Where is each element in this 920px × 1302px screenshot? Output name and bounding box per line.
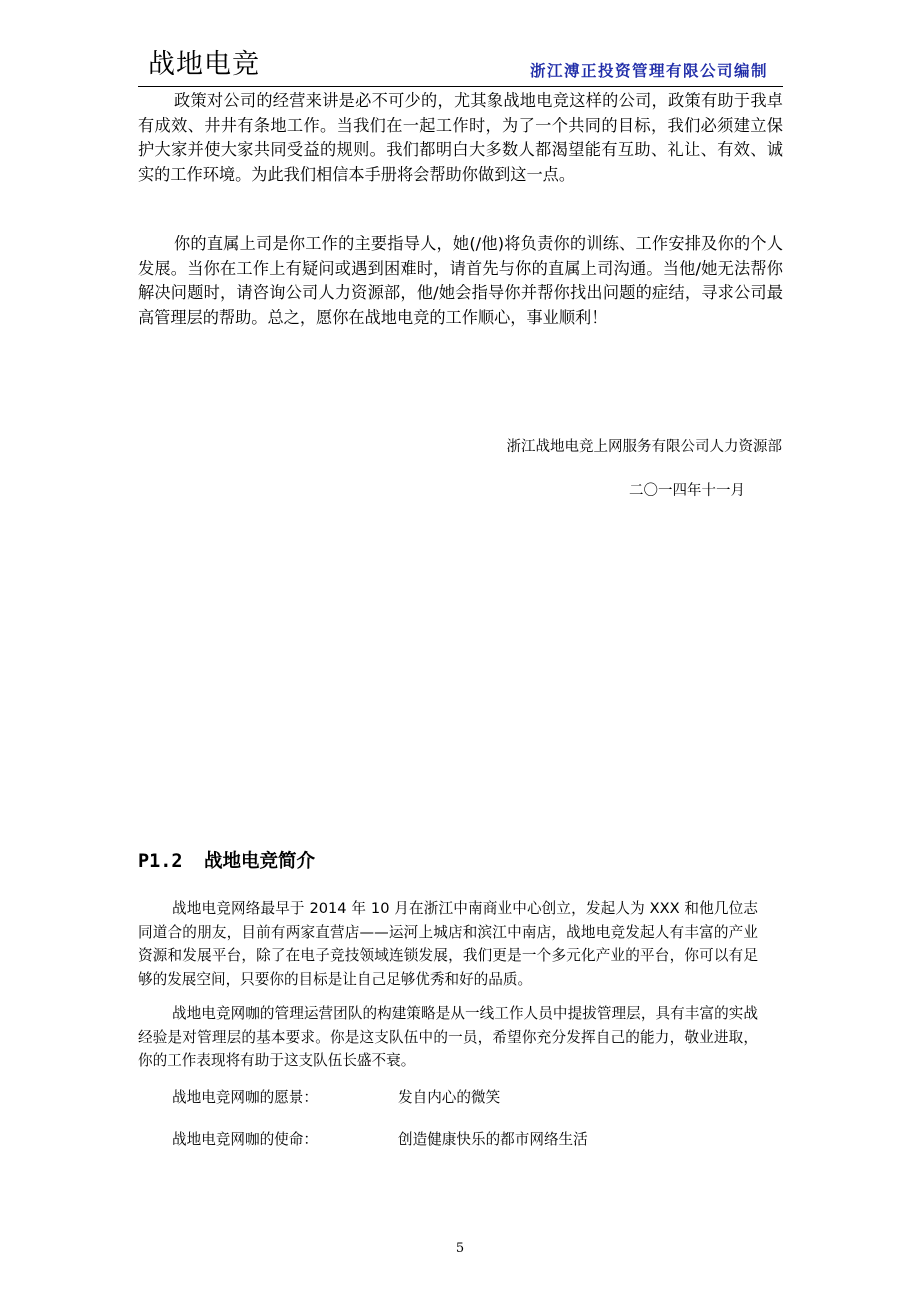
signature-organization: 浙江战地电竞上网服务有限公司人力资源部 bbox=[506, 439, 782, 455]
mission-label: 战地电竞网咖的使命： bbox=[172, 1131, 318, 1148]
header-publisher: 浙江溥正投资管理有限公司编制 bbox=[529, 61, 768, 80]
section-heading bbox=[138, 849, 315, 875]
signature-date: 二〇一四年十一月 bbox=[629, 483, 745, 499]
section-paragraph-history: 战地电竞网络最早于 2014 年 10 月在浙江中南商业中心创立，发起人为 XXX 和他几位志同道合的朋友，目前有两家直营店——运河上城店和滨江中南店，战地电竞发起人有丰富的产业资源和发展平台，除了在电子竞技领域连锁发展，我们更是一个多元化产业的平台，你可以有足够的发展空间，只要你的目标是让自己足够优秀和好的品质。 bbox=[138, 900, 758, 988]
section-paragraph-team: 战地电竞网咖的管理运营团队的构建策略是从一线工作人员中提拔管理层，具有丰富的实战经验是对管理层的基本要求。你是这支队伍中的一员，希望你充分发挥自己的能力，敬业进取，你的工作表现将有助于这支队伍长盛不衰。 bbox=[138, 1005, 758, 1069]
header-divider bbox=[138, 86, 783, 87]
vision-value: 发自内心的微笑 bbox=[398, 1089, 501, 1106]
intro-paragraph-policy: 政策对公司的经营来讲是必不可少的，尤其象战地电竞这样的公司，政策有助于我卓有成效、井井有条地工作。当我们在一起工作时，为了一个共同的目标，我们必须建立保护大家并使大家共同受益的规则。我们都明白大多数人都渴望能有互助、礼让、有效、诚实的工作环境。为此我们相信本手册将会帮助你做到这一点。 bbox=[138, 91, 783, 184]
mission-row bbox=[172, 1129, 588, 1151]
mission-value: 创造健康快乐的都市网络生活 bbox=[398, 1131, 588, 1148]
page-number: 5 bbox=[455, 1241, 465, 1256]
header-title: 战地电竞 bbox=[148, 49, 260, 80]
section-title: 战地电竞简介 bbox=[204, 851, 316, 872]
intro-paragraph-supervisor: 你的直属上司是你工作的主要指导人，她(/他)将负责你的训练、工作安排及你的个人发展。当你在工作上有疑问或遇到困难时，请首先与你的直属上司沟通。当他/她无法帮你解决问题时，请咨询公司人力资源部，他/她会指导你并帮你找出问题的症结，寻求公司最高管理层的帮助。总之，愿你在战地电竞的工作顺心，事业顺利！ bbox=[138, 234, 783, 327]
vision-row bbox=[172, 1087, 500, 1109]
section-number: P1.2 bbox=[138, 851, 183, 872]
vision-label: 战地电竞网咖的愿景： bbox=[172, 1089, 318, 1106]
